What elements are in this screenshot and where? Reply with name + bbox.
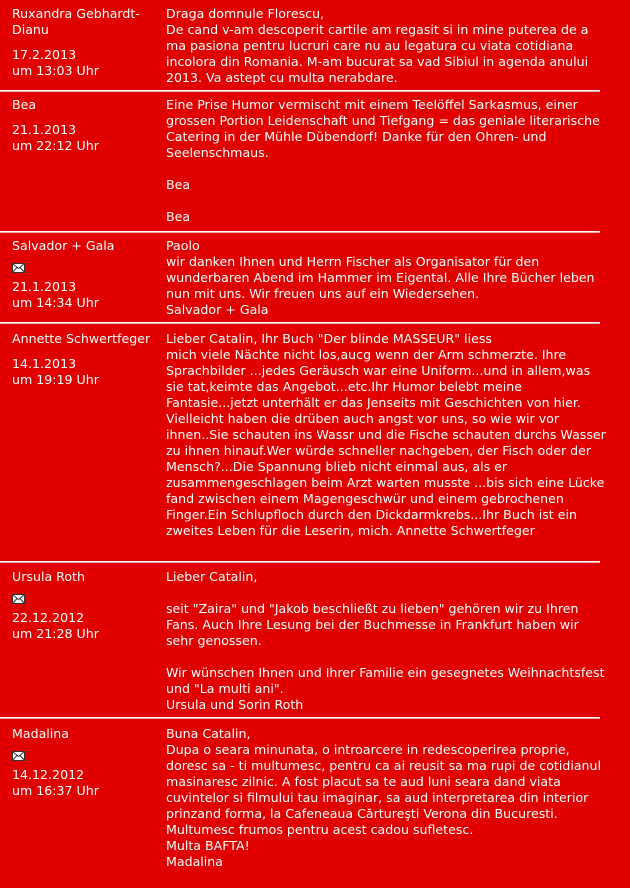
author-name: Ursula Roth (12, 569, 85, 584)
entry-message: Buna Catalin, Dupa o seara minunata, o introarcere in redescoperirea proprie, doresc sa - ti multumesc, pentru ca ai reusit sa ma rupi de cotidianul masinaresc zilnic. A fost placut sa te aud luni seara dand viata cuvintelor si filmului tau imaginar, sa aud interpretarea din interior prinzand forma, la Cafeneaua Cărtureşti Verona din Bucuresti. Multumesc frumos pentru acest cadou sufletesc. Multa BAFTA! Madalina (166, 726, 602, 869)
entry-message: Paolo wir danken Ihnen und Herrn Fischer als Organisator für den wunderbaren Abend im Hammer im Eigental. Alle Ihre Bücher leben nun mit uns. Wir freuen uns auf ein Wiedersehen. Salvador + Gala (166, 238, 595, 317)
entry-author (12, 726, 162, 799)
entry-date: 21.1.2013 um 22:12 Uhr (12, 122, 99, 153)
entry-author (12, 331, 162, 388)
author-name: Salvador + Gala (12, 238, 115, 253)
mail-icon[interactable] (12, 594, 25, 604)
entry-divider (0, 322, 600, 324)
entry-message: Draga domnule Florescu, De cand v-am descoperit cartile am regasit si in mine puterea de a ma pasiona pentru lucruri care nu au legatura cu viata cotidiana incolora din Romania. M-am bucurat sa vad Sibiul in agenda anului 2013. Va astept cu multa nerabdare. (166, 6, 589, 85)
entry-message: Eine Prise Humor vermischt mit einem Teelöffel Sarkasmus, einer grossen Portion Leidenschaft und Tiefgang = das geniale literarische Catering in der Mühle Dübendorf! Danke für den Ohren- und Seelenschmaus. Bea Bea (166, 97, 600, 224)
entry-author (12, 97, 162, 154)
entry-date: 17.2.2013 um 13:03 Uhr (12, 47, 99, 78)
entry-date: 22.12.2012 um 21:28 Uhr (12, 610, 99, 641)
entry-divider (0, 90, 600, 92)
entry-message: Lieber Catalin, Ihr Buch "Der blinde MASSEUR" liess mich viele Nächte nicht los,aucg wenn der Arm schmerzte. Ihre Sprachbilder ...jedes Geräusch war eine Uniform...und in allem,was sie tat,keimte das Angebot...etc.Ihr Humor belebt meine Fantasie...jetzt unterhält er das Jenseits mit Geschichten von hier. Vielleicht haben die drüben auch angst vor uns, so wie wir vor ihnen..Sie schauten ins Wassr und die Fische schauten durchs Wasser zu ihnen hinauf.Wer würde schneller nachgeben, der Fisch oder der Mensch?...Die Spannung blieb nicht einmal aus, als er zusammengeschlagen beim Arzt warten musste ...bis sich eine Lücke fand zwischen einem Magengeschwür und einem gebrochenen Finger.Ein Schlupfloch durch den Dickdarmkrebs...Ihr Buch ist ein zweites Leben für die Leserin, mich. Annette Schwertfeger (166, 331, 606, 538)
entry-date: 14.1.2013 um 19:19 Uhr (12, 356, 99, 387)
author-name: Annette Schwertfeger (12, 331, 151, 346)
mail-icon[interactable] (12, 263, 25, 273)
author-name: Bea (12, 97, 37, 112)
entry-divider (0, 561, 600, 563)
entry-date: 21.1.2013 um 14:34 Uhr (12, 279, 99, 310)
entry-author (12, 569, 162, 642)
entry-divider (0, 231, 600, 233)
entry-author (12, 238, 162, 311)
author-name: Madalina (12, 726, 69, 741)
author-name: Ruxandra Gebhardt-Dianu (12, 6, 140, 37)
entry-message: Lieber Catalin, seit "Zaira" und "Jakob beschließt zu lieben" gehören wir zu Ihren Fans. Auch Ihre Lesung bei der Buchmesse in Frankfurt haben wir sehr genossen. Wir wünschen Ihnen und Ihrer Familie ein gesegnetes Weihnachtsfest und "La multi ani". Ursula und Sorin Roth (166, 569, 605, 712)
entry-author (12, 6, 162, 79)
mail-icon[interactable] (12, 751, 25, 761)
entry-divider (0, 717, 600, 719)
entry-date: 14.12.2012 um 16:37 Uhr (12, 767, 99, 798)
